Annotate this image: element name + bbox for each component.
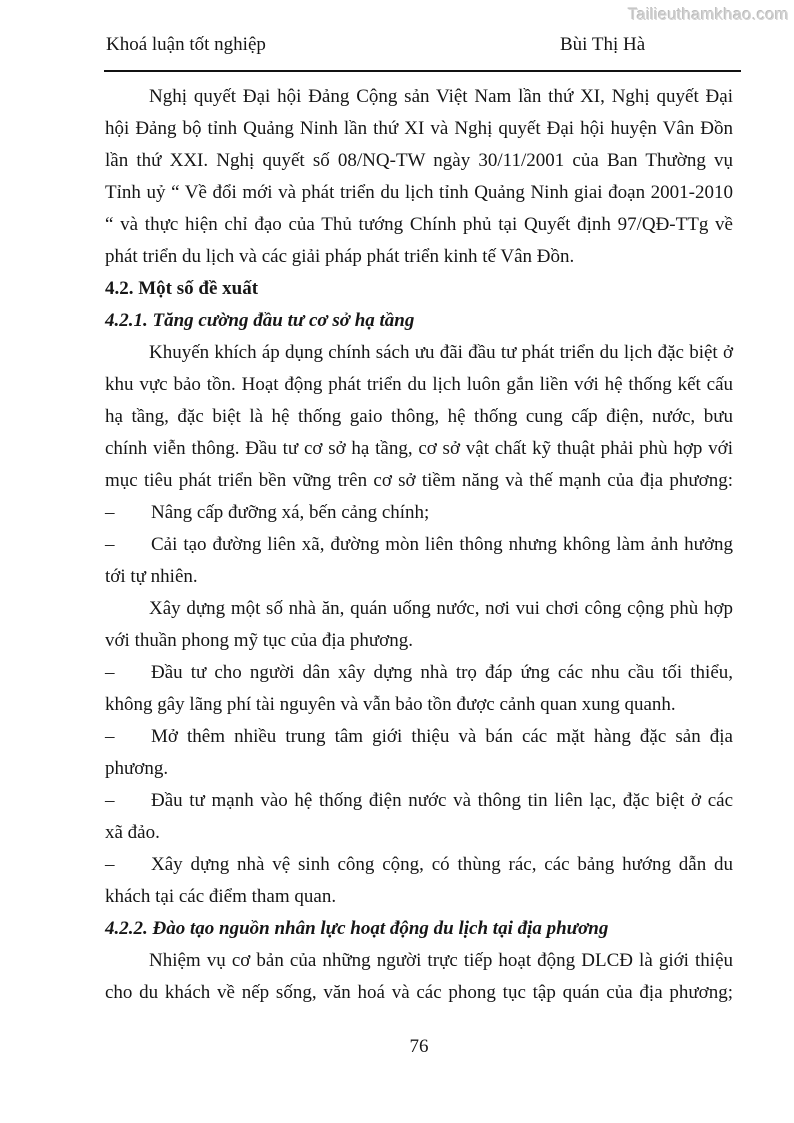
bullet-line: [105, 529, 733, 561]
line-text: không gây lãng phí tài nguyên và vẫn bảo tồn được cảnh quan xung quanh.: [105, 694, 676, 715]
text-line: [105, 945, 733, 977]
line-text: Nâng cấp đưỡng xá, bến cảng chính;: [151, 502, 430, 523]
line-text: mục tiêu phát triển bền vững trên cơ sở tiềm năng và thế mạnh của địa phương:: [105, 470, 733, 491]
line-text: Đầu tư mạnh vào hệ thống điện nước và thông tin liên lạc, đặc biệt ở các: [151, 790, 733, 811]
bullet-dash-icon: –: [105, 502, 115, 523]
line-text: hạ tầng, đặc biệt là hệ thống gaio thông, hệ thống cung cấp điện, nước, bưu: [105, 406, 733, 427]
text-line: [105, 753, 733, 785]
line-text: 4.2.2. Đào tạo nguồn nhân lực hoạt động du lịch tại địa phương: [105, 918, 609, 939]
bullet-line: [105, 497, 733, 529]
text-line: [105, 113, 733, 145]
document-body: [105, 81, 733, 1009]
line-text: Cải tạo đường liên xã, đường mòn liên thông nhưng không làm ảnh hưởng: [151, 534, 733, 555]
line-text: Mở thêm nhiều trung tâm giới thiệu và bán các mặt hàng đặc sản địa: [151, 726, 733, 747]
text-line: [105, 337, 733, 369]
text-line: [105, 369, 733, 401]
header-thesis-title: Khoá luận tốt nghiệp: [106, 34, 266, 55]
text-line: [105, 177, 733, 209]
page-header: [105, 34, 740, 60]
line-text: lần thứ XXI. Nghị quyết số 08/NQ-TW ngày 30/11/2001 của Ban Thường vụ: [105, 150, 733, 171]
line-text: Khuyến khích áp dụng chính sách ưu đãi đầu tư phát triển du lịch đặc biệt ở: [149, 342, 733, 363]
bullet-dash-icon: –: [105, 662, 115, 683]
text-line: [105, 81, 733, 113]
bullet-dash-icon: –: [105, 854, 115, 875]
text-line: [105, 977, 733, 1009]
section-heading: [105, 913, 733, 945]
bullet-line: [105, 849, 733, 881]
line-text: Nhiệm vụ cơ bản của những người trực tiếp hoạt động DLCĐ là giới thiệu: [149, 950, 733, 971]
line-text: cho du khách về nếp sống, văn hoá và các phong tục tập quán của địa phương;: [105, 982, 733, 1003]
line-text: khách tại các điểm tham quan.: [105, 886, 337, 907]
page-footer: [105, 1036, 733, 1058]
bullet-line: [105, 657, 733, 689]
line-text: Xây dựng nhà vệ sinh công cộng, có thùng rác, các bảng hướng dẫn du: [151, 854, 733, 875]
line-text: Nghị quyết Đại hội Đảng Cộng sản Việt Nam lần thứ XI, Nghị quyết Đại: [149, 86, 733, 107]
text-line: [105, 209, 733, 241]
text-line: [105, 593, 733, 625]
bullet-dash-icon: –: [105, 726, 115, 747]
section-heading: [105, 305, 733, 337]
line-text: phương.: [105, 758, 169, 779]
line-text: Đầu tư cho người dân xây dựng nhà trọ đáp ứng các nhu cầu tối thiểu,: [151, 662, 733, 683]
line-text: xã đảo.: [105, 822, 160, 843]
text-line: [105, 881, 733, 913]
text-line: [105, 241, 733, 273]
bullet-line: [105, 721, 733, 753]
page-number: 76: [409, 1036, 429, 1057]
text-line: [105, 689, 733, 721]
text-line: [105, 561, 733, 593]
line-text: chính viễn thông. Đầu tư cơ sở hạ tầng, cơ sở vật chất kỹ thuật phải phù hợp với: [105, 438, 733, 459]
bullet-dash-icon: –: [105, 534, 115, 555]
header-author-name: Bùi Thị Hà: [560, 34, 646, 55]
text-line: [105, 465, 733, 497]
line-text: 4.2.1. Tăng cường đầu tư cơ sở hạ tầng: [105, 310, 415, 331]
bullet-line: [105, 785, 733, 817]
text-line: [105, 145, 733, 177]
text-line: [105, 817, 733, 849]
line-text: khu vực bảo tồn. Hoạt động phát triển du lịch luôn gắn liền với hệ thống kết cấu: [105, 374, 733, 395]
line-text: Xây dựng một số nhà ăn, quán uống nước, nơi vui chơi công cộng phù hợp: [149, 598, 733, 619]
line-text: tới tự nhiên.: [105, 566, 198, 587]
text-line: [105, 433, 733, 465]
site-watermark: Tailieuthamkhao.com: [628, 6, 789, 24]
header-rule: [104, 70, 741, 72]
bullet-dash-icon: –: [105, 790, 115, 811]
line-text: phát triển du lịch và các giải pháp phát triển kinh tế Vân Đồn.: [105, 246, 575, 267]
text-line: [105, 401, 733, 433]
section-heading: [105, 273, 733, 305]
line-text: 4.2. Một số đề xuất: [105, 278, 259, 299]
text-line: [105, 625, 733, 657]
line-text: với thuần phong mỹ tục của địa phương.: [105, 630, 413, 651]
line-text: “ và thực hiện chỉ đạo của Thủ tướng Chính phủ tại Quyết định 97/QĐ-TTg về: [105, 214, 733, 235]
line-text: hội Đảng bộ tỉnh Quảng Ninh lần thứ XI và Nghị quyết Đại hội huyện Vân Đồn: [105, 118, 733, 139]
line-text: Tỉnh uỷ “ Về đổi mới và phát triển du lịch tỉnh Quảng Ninh giai đoạn 2001-2010: [105, 182, 733, 203]
